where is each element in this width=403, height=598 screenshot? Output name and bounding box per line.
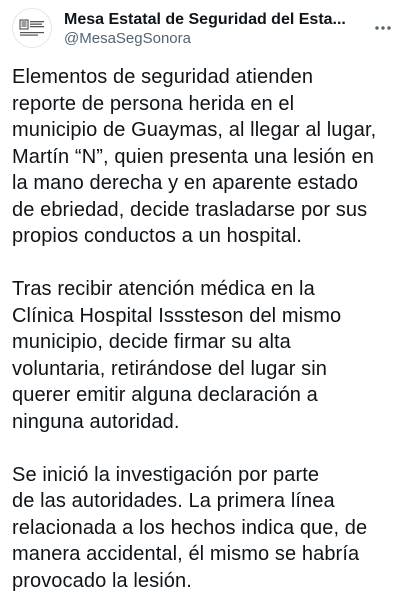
display-name[interactable]: Mesa Estatal de Seguridad del Esta... — [64, 11, 346, 28]
more-options-icon[interactable] — [373, 18, 393, 38]
tweet-paragraph: Se inició la investigación por parte de las autoridades. La primera línea relacionada a los hechos indica que, de manera accidental, él mismo se habría provocado la lesión. — [12, 463, 368, 592]
tweet-paragraph: Tras recibir atención médica en la Clínica Hospital Isssteson del mismo municipio, decide firmar su alta voluntaria, retirándose del lugar sin querer emitir alguna declaración a ninguna autoridad. — [12, 278, 342, 433]
account-handle[interactable]: @MesaSegSonora — [64, 30, 191, 47]
account-names — [64, 10, 403, 48]
tweet-text — [12, 64, 403, 594]
tweet-header — [12, 0, 403, 60]
tweet-paragraph: Elementos de seguridad atienden reporte de persona herida en el municipio de Guaymas, al llegar al lugar, Martín “N”, quien presenta una lesión en la mano derecha y en aparente estado de ebriedad, decide trasladarse por sus propios conductos a un hospital. — [12, 66, 377, 247]
government-seal-icon — [17, 13, 47, 43]
avatar[interactable] — [12, 8, 52, 48]
